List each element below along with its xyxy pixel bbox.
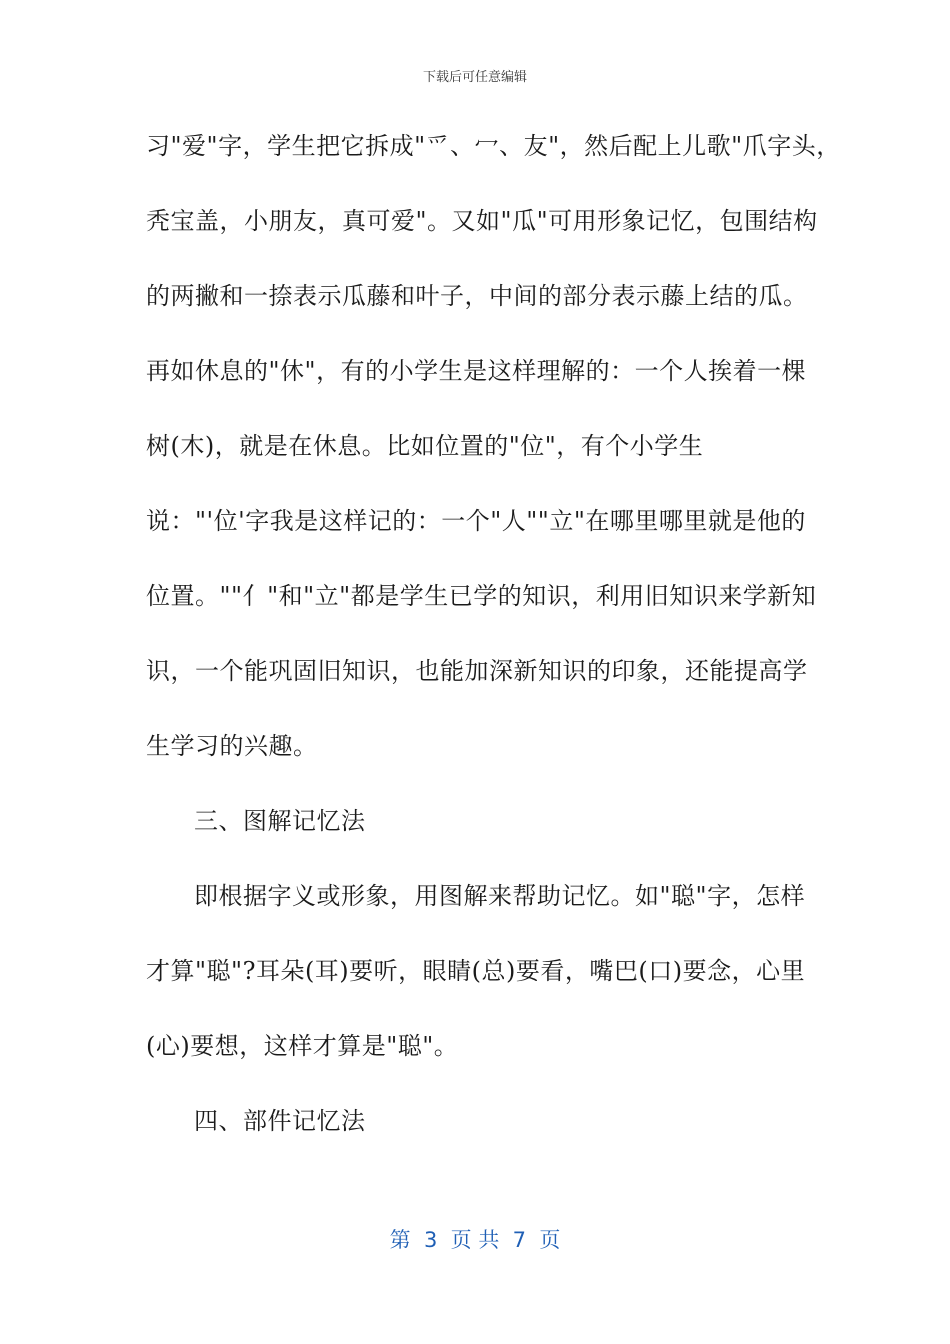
- text-line: 树(木)，就是在休息。比如位置的"位"，有个小学生: [146, 432, 704, 460]
- text-line: 即根据字义或形象，用图解来帮助记忆。如"聪"字，怎样: [194, 882, 806, 910]
- text-line: 才算"聪"?耳朵(耳)要听，眼睛(总)要看，嘴巴(口)要念，心里: [146, 957, 806, 985]
- page-number: 第 3 页 共 7 页: [389, 1228, 561, 1252]
- text-line: 识，一个能巩固旧知识，也能加深新知识的印象，还能提高学: [146, 657, 808, 685]
- text-line: 说："'位'字我是这样记的：一个"人""立"在哪里哪里就是他的: [146, 507, 806, 535]
- document-body: [146, 126, 841, 1176]
- text-line: 的两撇和一捺表示瓜藤和叶子，中间的部分表示藤上结的瓜。: [146, 282, 808, 310]
- text-line: 位置。""亻"和"立"都是学生已学的知识，利用旧知识来学新知: [146, 582, 817, 610]
- header-note: 下载后可任意编辑: [422, 70, 527, 85]
- section-heading: 三、图解记忆法: [194, 807, 366, 835]
- text-line: 习"爱"字，学生把它拆成"爫、冖、友"，然后配上儿歌"爪字头，: [146, 132, 841, 160]
- section-heading: 四、部件记忆法: [194, 1107, 366, 1135]
- text-line: 秃宝盖，小朋友，真可爱"。又如"瓜"可用形象记忆，包围结构: [146, 207, 818, 235]
- text-line: 生学习的兴趣。: [146, 732, 318, 760]
- text-line: 再如休息的"休"，有的小学生是这样理解的：一个人挨着一棵: [146, 357, 807, 385]
- text-line: (心)要想，这样才算是"聪"。: [146, 1032, 459, 1060]
